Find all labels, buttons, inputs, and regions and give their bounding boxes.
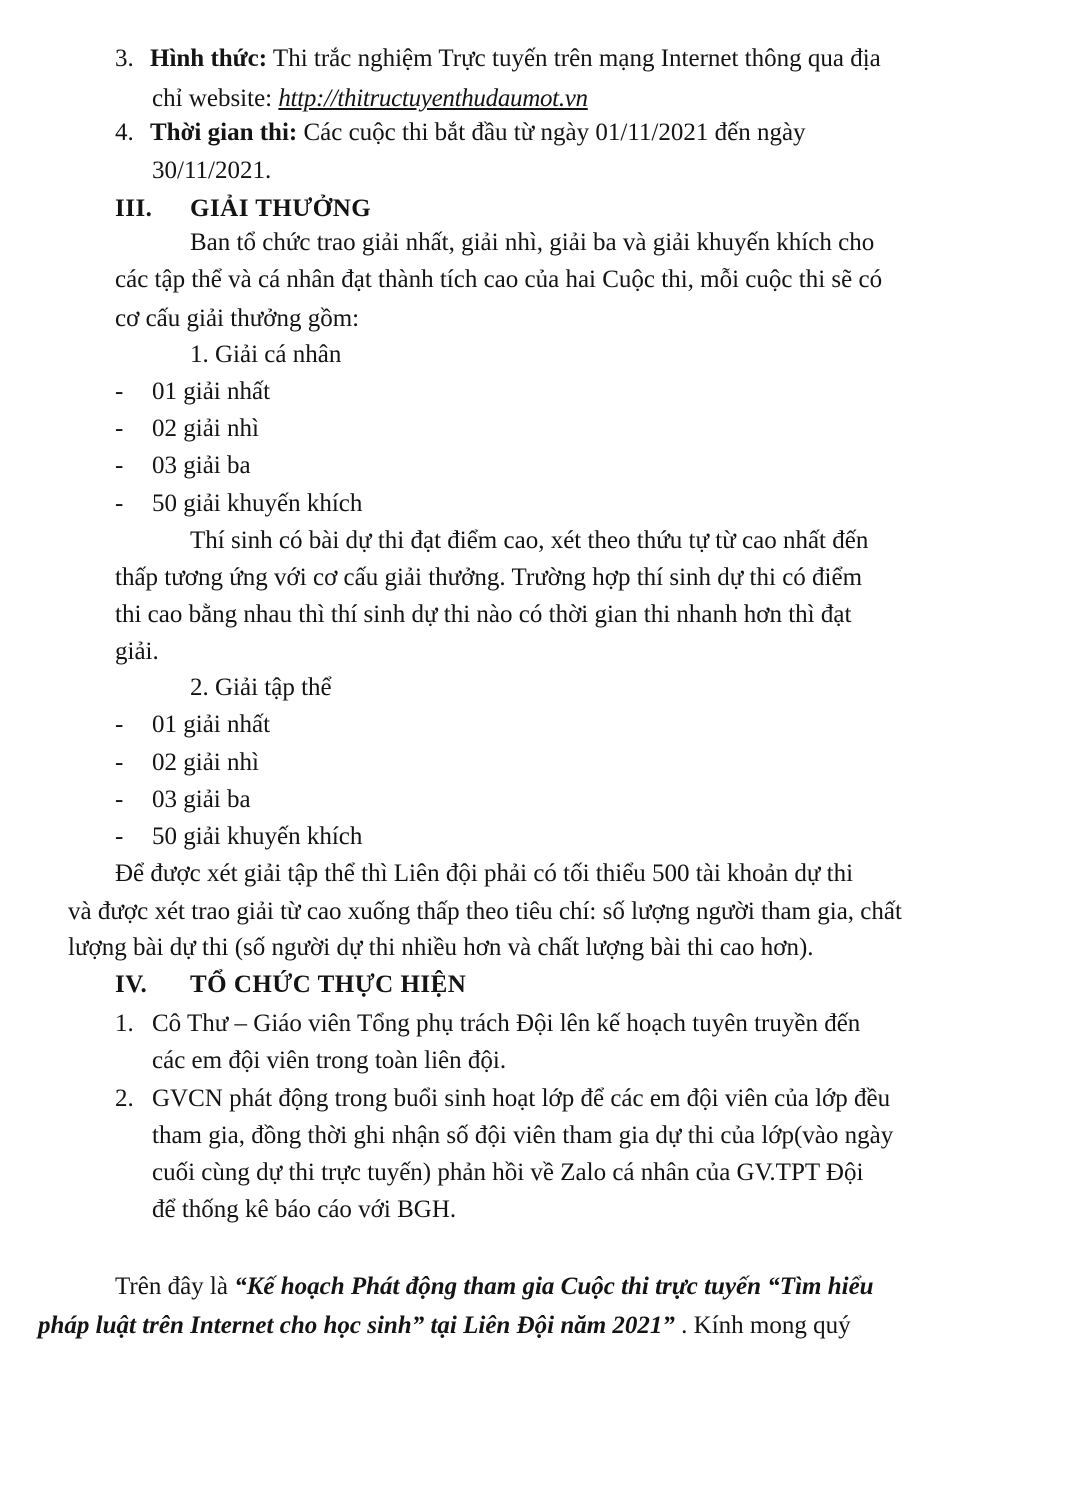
subsection-group	[190, 673, 332, 703]
text: Ban tổ chức trao giải nhất, giải nhì, giải ba và giải khuyến khích cho	[190, 229, 875, 256]
paragraph-line	[152, 1195, 456, 1225]
prize-item	[115, 822, 363, 852]
text: và được xét trao giải từ cao xuống thấp theo tiêu chí: số lượng người tham gia, chất	[68, 898, 902, 925]
task-item-2	[115, 1084, 891, 1114]
paragraph-line	[68, 933, 814, 963]
section-heading-iv	[115, 970, 466, 1000]
paragraph-line	[115, 265, 882, 295]
paragraph-line	[152, 1046, 506, 1076]
text: cuối cùng dự thi trực tuyến) phản hồi về Zalo cá nhân của GV.TPT Đội	[152, 1159, 864, 1186]
section-number: IV.	[115, 971, 148, 998]
item-text: 30/11/2021.	[152, 157, 272, 184]
text: Thí sinh có bài dự thi đạt điểm cao, xét theo thứu tự từ cao nhất đến	[190, 527, 869, 554]
dash: -	[115, 490, 124, 517]
text: 50 giải khuyến khích	[152, 823, 363, 850]
text: . Kính mong quý	[681, 1312, 851, 1339]
text: thi cao bằng nhau thì thí sinh dự thi nào có thời gian thi nhanh hơn thì đạt	[115, 601, 852, 628]
text: 2. Giải tập thể	[190, 674, 332, 701]
text: tham gia, đồng thời ghi nhận số đội viên tham gia dự thi của lớp(vào ngày	[152, 1122, 894, 1149]
closing-line-1	[115, 1272, 874, 1302]
prize-item	[115, 377, 271, 407]
paragraph-line	[190, 228, 874, 258]
text: giải.	[115, 638, 159, 665]
prize-item	[115, 785, 251, 815]
paragraph-line	[152, 1121, 893, 1151]
item-text: Thi trắc nghiệm Trực tuyến trên mạng Internet thông qua địa	[272, 45, 881, 72]
item-number: 3.	[115, 45, 134, 72]
text: 50 giải khuyến khích	[152, 490, 363, 517]
item-text: chỉ website:	[152, 85, 273, 112]
text: 02 giải nhì	[152, 415, 259, 442]
closing-line-2	[38, 1311, 851, 1341]
text: 03 giải ba	[152, 452, 251, 479]
text: các tập thể và cá nhân đạt thành tích cao của hai Cuộc thi, mỗi cuộc thi sẽ có	[115, 266, 883, 293]
prize-item	[115, 451, 251, 481]
text: 1. Giải cá nhân	[190, 341, 342, 368]
dash: -	[115, 711, 124, 738]
text: Cô Thư – Giáo viên Tổng phụ trách Đội lên kế hoạch tuyên truyền đến	[152, 1010, 861, 1037]
paragraph-line	[115, 637, 159, 667]
item-number: 4.	[115, 119, 134, 146]
section-title: TỔ CHỨC THỰC HIỆN	[190, 971, 467, 998]
dash: -	[115, 378, 124, 405]
subsection-individual	[190, 340, 341, 370]
paragraph-line	[115, 563, 862, 593]
paragraph-line	[152, 1158, 863, 1188]
text: Để được xét giải tập thể thì Liên đội phải có tối thiểu 500 tài khoản dự thi	[115, 860, 854, 887]
paragraph-line	[68, 897, 902, 927]
paragraph-line	[115, 859, 853, 889]
paragraph-line	[190, 526, 868, 556]
item-number: 1.	[115, 1010, 134, 1037]
website-link[interactable]: http://thitructuyenthudaumot.vn	[278, 85, 588, 112]
item-text: Các cuộc thi bắt đầu từ ngày 01/11/2021 đến ngày	[303, 119, 806, 146]
dash: -	[115, 823, 124, 850]
text: cơ cấu giải thưởng gồm:	[115, 305, 360, 332]
paragraph-line	[115, 600, 851, 630]
dash: -	[115, 415, 124, 442]
item-4-line-1	[115, 118, 806, 148]
text: 01 giải nhất	[152, 711, 271, 738]
prize-item	[115, 489, 363, 519]
text: thấp tương ứng với cơ cấu giải thưởng. Trường hợp thí sinh dự thi có điểm	[115, 564, 863, 591]
item-3-line-2	[152, 84, 588, 114]
text: các em đội viên trong toàn liên đội.	[152, 1047, 507, 1074]
dash: -	[115, 452, 124, 479]
item-label: Hình thức:	[150, 45, 268, 72]
dash: -	[115, 749, 124, 776]
plan-title-continued: pháp luật trên Internet cho học sinh” tại Liên Đội năm 2021”	[38, 1312, 675, 1339]
text: 02 giải nhì	[152, 749, 259, 776]
text: 01 giải nhất	[152, 378, 271, 405]
item-4-line-2	[152, 156, 271, 186]
text: lượng bài dự thi (số người dự thi nhiều hơn và chất lượng bài thi cao hơn).	[68, 934, 814, 961]
item-3-line-1	[115, 44, 881, 74]
section-heading-iii	[115, 194, 371, 224]
text: để thống kê báo cáo với BGH.	[152, 1196, 457, 1223]
paragraph-line	[115, 304, 359, 334]
task-item-1	[115, 1009, 861, 1039]
section-number: III.	[115, 195, 153, 222]
dash: -	[115, 786, 124, 813]
section-title: GIẢI THƯỞNG	[190, 195, 372, 222]
text: GVCN phát động trong buổi sinh hoạt lớp để các em đội viên của lớp đều	[152, 1085, 891, 1112]
plan-title: “Kế hoạch Phát động tham gia Cuộc thi trực tuyến “Tìm hiểu	[234, 1273, 874, 1300]
prize-item	[115, 414, 259, 444]
text: 03 giải ba	[152, 786, 251, 813]
prize-item	[115, 710, 271, 740]
text: Trên đây là	[115, 1273, 228, 1300]
item-number: 2.	[115, 1085, 134, 1112]
item-label: Thời gian thi:	[150, 119, 298, 146]
prize-item	[115, 748, 259, 778]
